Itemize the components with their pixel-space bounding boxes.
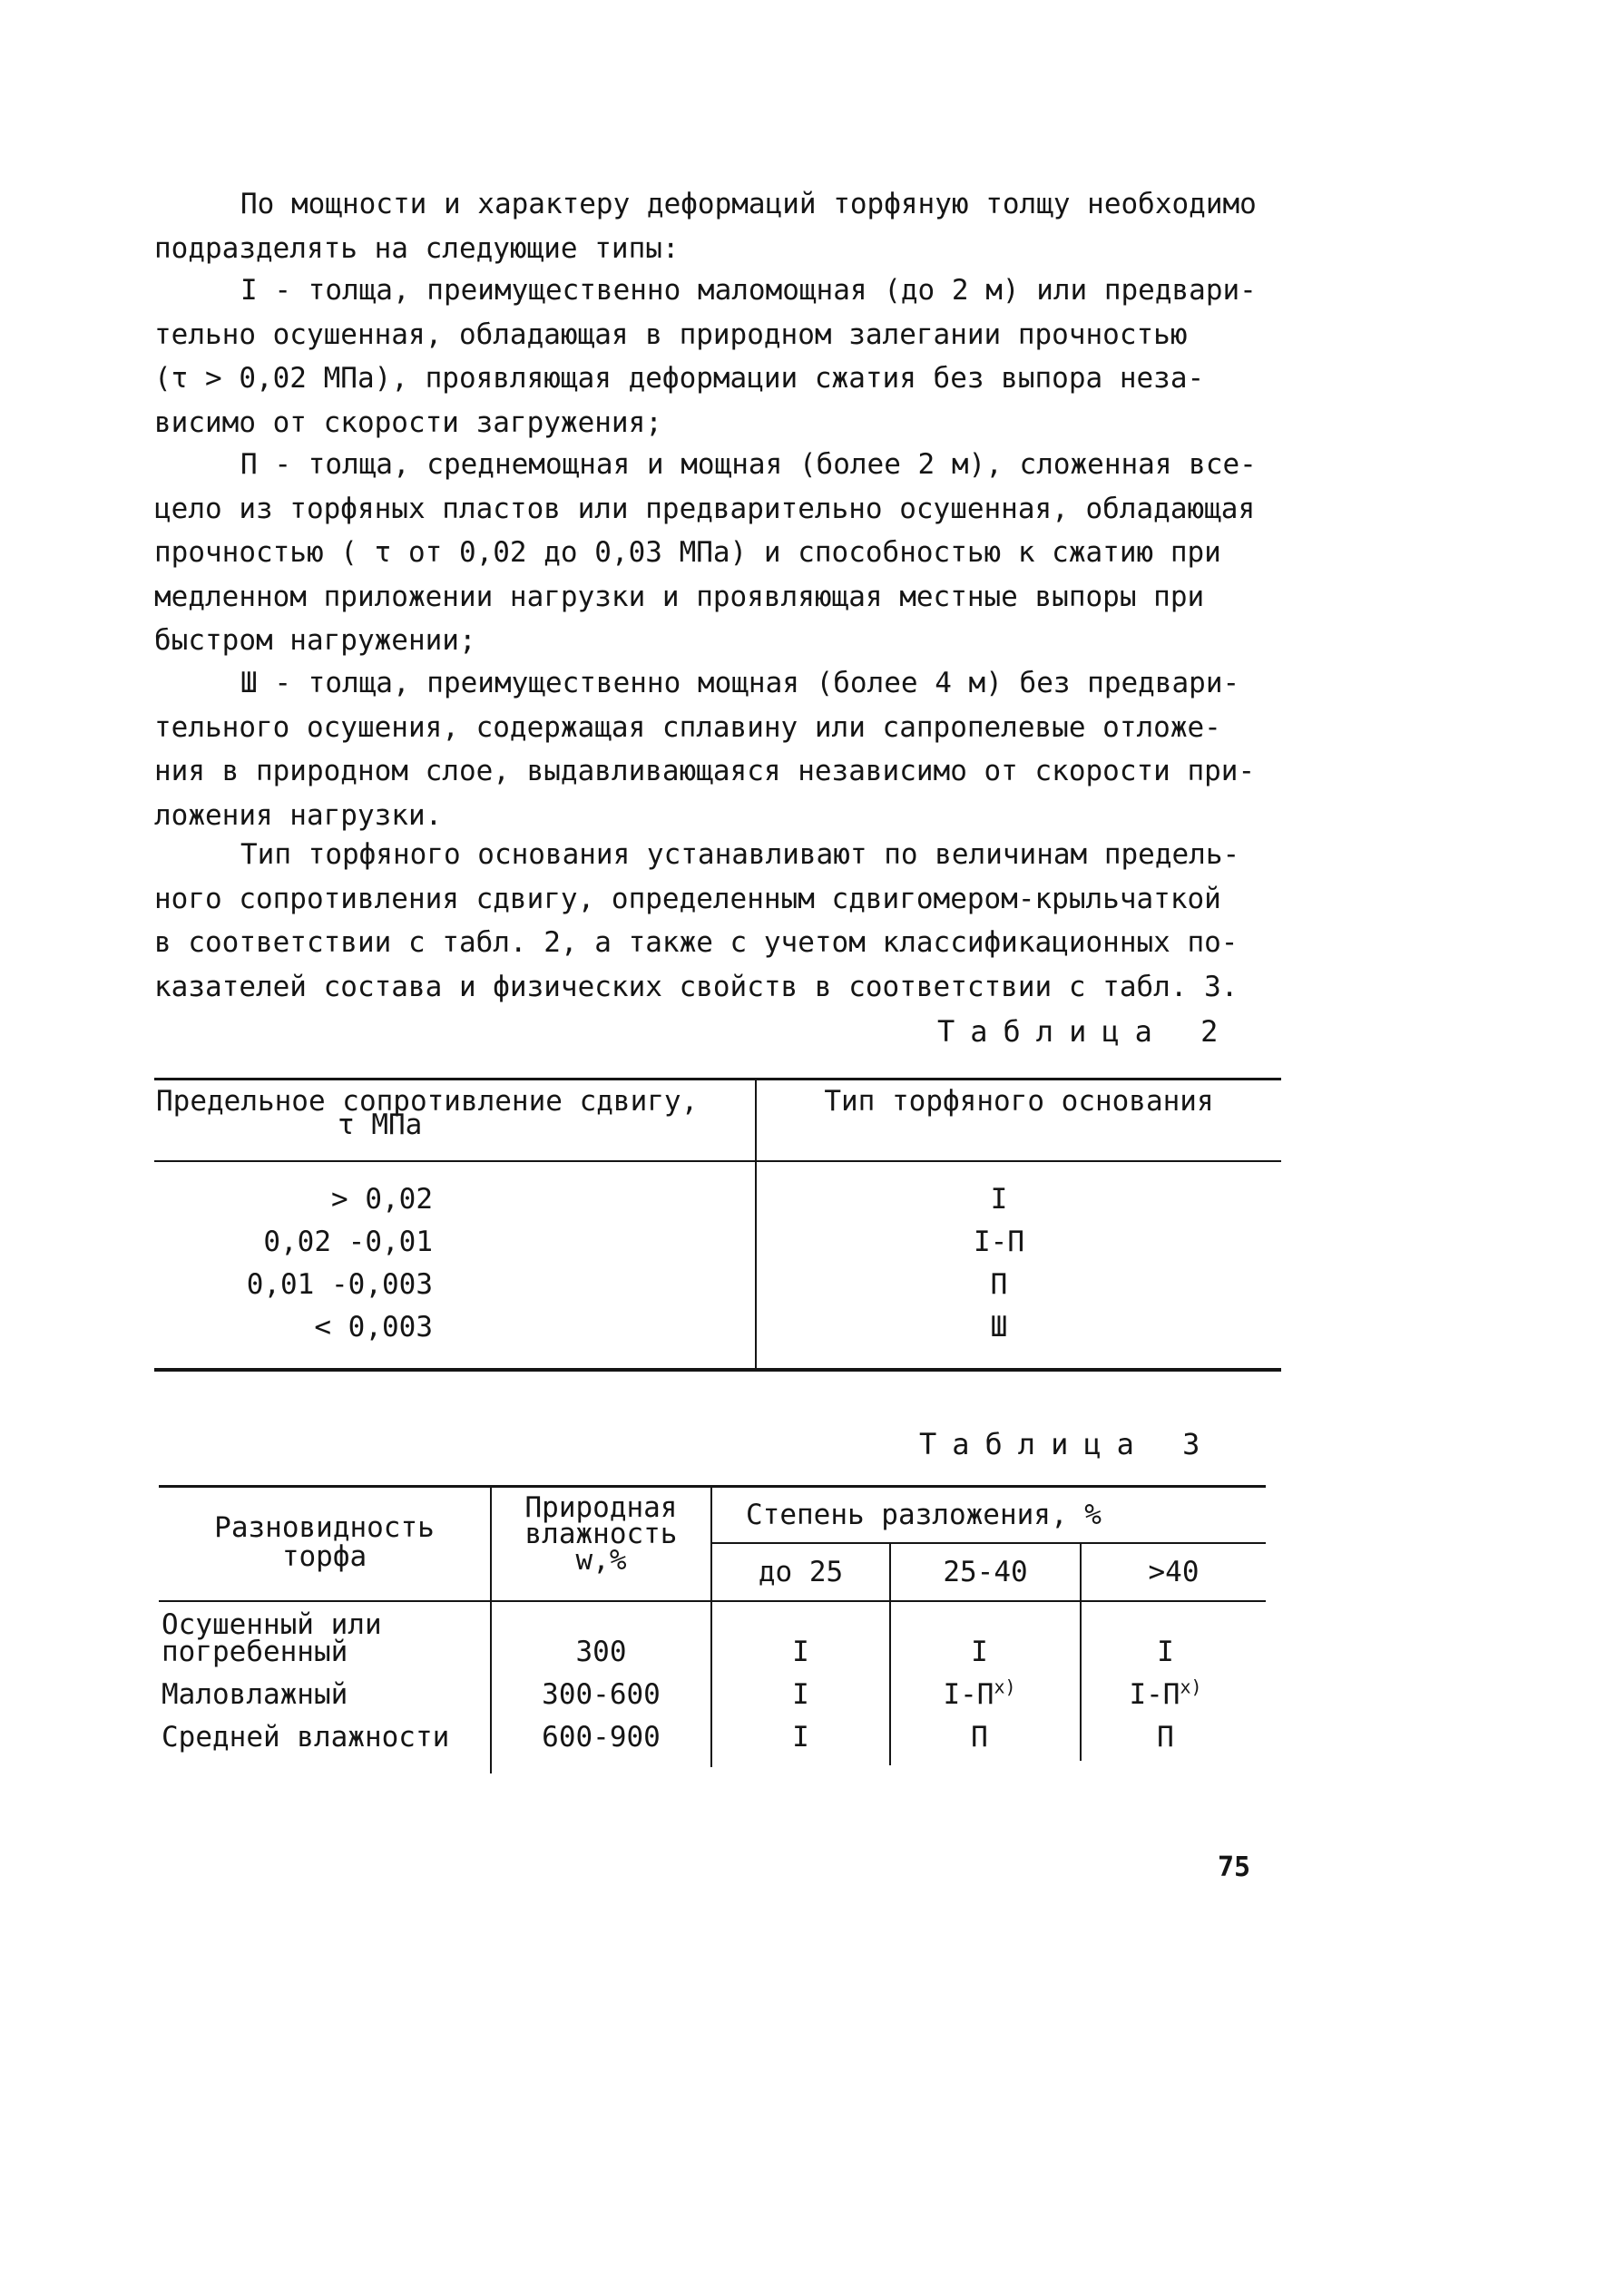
table-2-cell-resistance: 0,01 -0,003 (246, 1268, 433, 1301)
table-3-cell-value: П (1157, 1721, 1174, 1754)
table-3-cell-variety: Маловлажный (162, 1678, 348, 1711)
table-3-cell-value: I (792, 1678, 809, 1711)
table-3-header-moisture: w,% (575, 1544, 627, 1577)
table-3-cell-value-text: I-П (943, 1678, 994, 1711)
table-3-cell-variety: Осушенный или (162, 1608, 382, 1641)
table-3-header-sub: >40 (1148, 1556, 1200, 1588)
footnote-mark: x) (994, 1676, 1016, 1698)
table-2-cell-type: П (990, 1268, 1008, 1301)
table-3-cell-value (1082, 1676, 1249, 1711)
text-line: висимо от скорости загружения; (154, 405, 662, 439)
text-line: ния в природном слое, выдавливающаяся независимо от скорости при- (154, 755, 1256, 787)
table-3-cell-moisture: 300 (575, 1636, 627, 1668)
paragraph-type-1 (154, 269, 1288, 445)
text-line: По мощности и характеру деформаций торфяную толщу необходимо (240, 188, 1257, 220)
text-line: П - толща, среднемощная и мощная (более 2 м), сложенная все- (240, 448, 1257, 481)
table-2-header-unit: τ МПа (338, 1109, 423, 1141)
table-3-cell-value: I (792, 1721, 809, 1754)
table-3-cell-variety: погребенный (162, 1636, 348, 1668)
table-2-cell-type: I-П (974, 1226, 1024, 1258)
table-3-header-decomposition: Степень разложения, % (746, 1499, 1102, 1531)
text-line: тельного осушения, содержащая сплавину или сапропелевые отложе- (154, 710, 1221, 744)
footnote-mark: x) (1180, 1676, 1202, 1698)
text-line: I - толща, преимущественно маломощная (до 2 м) или предвари- (240, 274, 1257, 307)
table-2-top-rule (154, 1078, 1281, 1080)
table-3-cell-value: I (792, 1636, 809, 1668)
text-line: тельно осушенная, обладающая в природном залегании прочностью (154, 318, 1188, 351)
table-3-header-moisture: влажность (524, 1518, 678, 1550)
table-2-cell-type: I (990, 1183, 1008, 1216)
table-3-cell-value: I (971, 1636, 988, 1668)
table-3-cell-value: I (1157, 1636, 1174, 1668)
text-line: Тип торфяного основания устанавливают по величинам предель- (240, 838, 1240, 871)
table-3-cell-value-text: I-П (1129, 1678, 1180, 1711)
table-2-cell-resistance: > 0,02 (331, 1183, 433, 1216)
paragraph-basis (154, 833, 1288, 1009)
table-3-header-variety: торфа (281, 1540, 367, 1573)
table-3-cell-variety: Средней влажности (162, 1721, 450, 1754)
table-3-header-variety: Разновидность (214, 1511, 435, 1544)
text-line: прочностью ( τ от 0,02 до 0,03 МПа) и способностью к сжатию при (154, 536, 1221, 569)
table-3-cell-value (891, 1676, 1068, 1711)
table-3-cell-moisture: 300-600 (542, 1678, 661, 1711)
table-2-bottom-rule (154, 1368, 1281, 1372)
text-line: медленном приложении нагрузки и проявляющая местные выпоры при (154, 580, 1205, 613)
text-line: в соответствии с табл. 2, а также с учетом классификационных по- (154, 926, 1239, 959)
table-3-caption: Таблица 3 (919, 1427, 1216, 1461)
table-2-header-rule (154, 1160, 1281, 1162)
page-number: 75 (1218, 1851, 1251, 1883)
table-2-caption: Таблица 2 (937, 1014, 1234, 1049)
table-3-cell-value: П (971, 1721, 988, 1754)
table-3-top-rule (159, 1485, 1266, 1488)
paragraph-type-3 (154, 661, 1288, 837)
table-3-header-rule (159, 1600, 1266, 1602)
text-line: быстром нагружении; (154, 624, 476, 657)
text-line: ного сопротивления сдвигу, определенным сдвигомером-крыльчаткой (154, 882, 1221, 915)
paragraph-intro (154, 182, 1288, 270)
text-line: ложения нагрузки. (154, 798, 443, 832)
table-3-group-rule (710, 1542, 1266, 1544)
table-2-cell-resistance: < 0,003 (314, 1311, 433, 1343)
table-2-header-type: Тип торфяного основания (824, 1085, 1214, 1118)
table-2-cell-type: Ш (990, 1311, 1008, 1343)
text-line: подразделять на следующие типы: (154, 231, 680, 265)
table-2-cell-resistance: 0,02 -0,01 (263, 1226, 433, 1258)
table-3-header-sub: 25-40 (943, 1556, 1028, 1588)
text-line: Ш - толща, преимущественно мощная (более 4 м) без предвари- (240, 667, 1240, 699)
text-line: казателей состава и физических свойств в соответствии с табл. 3. (154, 970, 1239, 1003)
text-line: (τ > 0,02 МПа), проявляющая деформации сжатия без выпора неза- (154, 362, 1205, 395)
table-3-header-sub: до 25 (758, 1556, 844, 1588)
table-3-header-moisture: Природная (524, 1491, 678, 1524)
table-3-cell-moisture: 600-900 (542, 1721, 661, 1754)
text-line: цело из торфяных пластов или предварительно осушенная, обладающая (154, 492, 1256, 525)
paragraph-type-2 (154, 443, 1288, 663)
table-2-header-resistance: Предельное сопротивление сдвигу, (156, 1085, 699, 1118)
